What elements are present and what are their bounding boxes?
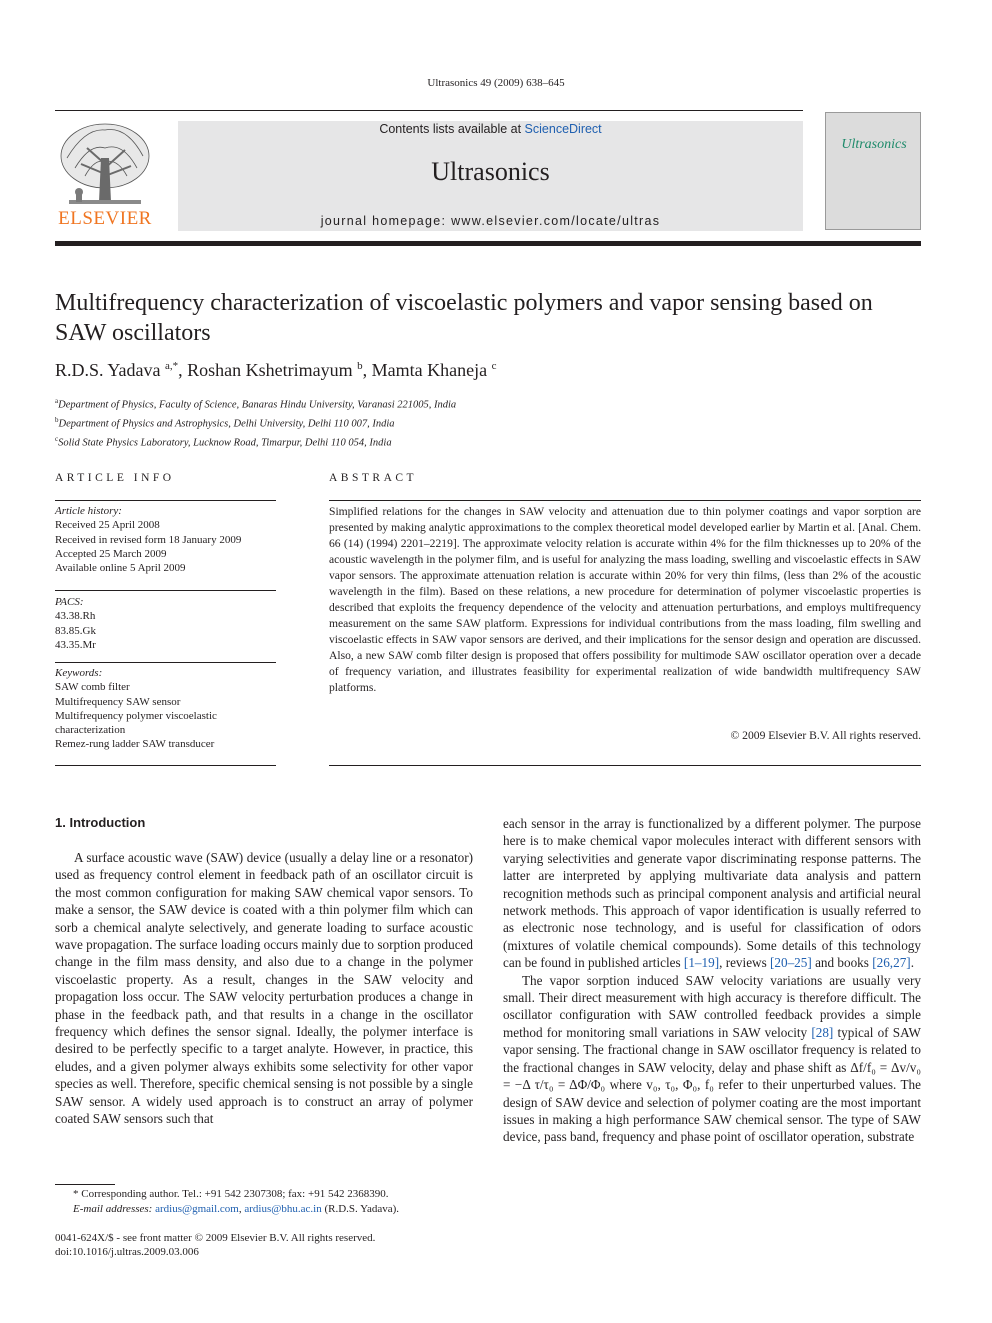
pacs-codes bbox=[55, 595, 276, 652]
equation: Δf/f₀ = Δv/v₀ = −Δ τ/τ₀ = ΔΦ/Φ₀ bbox=[503, 1059, 921, 1093]
article-history bbox=[55, 504, 276, 575]
history-item: Accepted 25 March 2009 bbox=[55, 547, 167, 560]
divider bbox=[329, 500, 921, 501]
paragraph: each sensor in the array is functionalized by a different polymer. The purpose here is to make chemical vapor molecules interact with different sensors with varying selectivities and generate vapor discriminating response patterns. The latter are interpreted by applying multivariate data analysis and pattern recognition methods such as principal component analysis and artificial neural network methods. This approach of vapor identification is usually referred to as electronic nose technology, and is useful for classification of odors (mixtures of volatile chemical compounds). Some details of this technology can be found in published articles [1–19], reviews [20–25] and books [26,27]. bbox=[503, 816, 921, 971]
divider bbox=[329, 765, 921, 766]
front-matter-info bbox=[55, 1231, 473, 1260]
author-affiliation-mark[interactable]: b bbox=[357, 360, 363, 372]
history-label: Article history: bbox=[55, 505, 122, 517]
publisher-name: ELSEVIER bbox=[58, 208, 152, 229]
keyword: SAW comb filter bbox=[55, 681, 130, 694]
journal-cover-thumbnail bbox=[825, 112, 921, 230]
divider bbox=[55, 765, 276, 766]
contents-line bbox=[178, 122, 803, 136]
footnotes bbox=[55, 1187, 473, 1216]
abstract-text: Simplified relations for the changes in SAW velocity and attenuation due to thin polymer coatings and vapor sorption are presented by making analytic approximations to the complex theoretical model developed earlier by Martin et al. [Anal. Chem. 66 (14) (1994) 2201–2219]. The approximate velocity relation is accurate within 4% for the film thicknesses up to 20% of the acoustic wavelength in the polymer film, and is useful for analyzing the mass loading, swelling and viscoelastic effects in SAW vapor sensors. The approximate attenuation relation is accurate within 20% for very thin films, (less than 2% of the acoustic wavelength in the film). Based on these relations, a new procedure for determination of polymer viscoelastic properties is described that exploits the frequency dependence of the velocity and attenuation perturbations, and employs multifrequency measurement on the same SAW platform. Expressions for individual contributions from the mass loading, film swelling and viscoelastic effects in SAW vapor sensors are derived, and their implications for the sensor design and operation are discussed. Also, a new SAW comb filter design is proposed that offers possibility for multimode SAW oscillator operation over a decade of frequency variation, and illustrates feasibility for experimental realization of wide bandwidth multifrequency SAW platforms. bbox=[329, 505, 921, 694]
abstract-heading: ABSTRACT bbox=[329, 472, 418, 484]
author-name: Mamta Khaneja bbox=[371, 360, 488, 380]
keywords-label: Keywords: bbox=[55, 667, 103, 679]
paragraph: The vapor sorption induced SAW velocity variations are usually very small. Their direct measurement with high accuracy is therefore difficult. The oscillator configuration with SAW controlled feedback provides a simple method for monitoring small variations in SAW velocity [28] typical of SAW vapor sensing. The fractional change in SAW oscillator frequency is related to the fractional changes in SAW velocity, delay and phase shift as Δf/f₀ = Δv/v₀ = −Δ τ/τ₀ = ΔΦ/Φ₀ where v₀, τ₀, Φ₀, f₀ refer to their unperturbed values. The design of SAW device and selection of polymer coating are the most important issues in making a high performance SAW chemical sensor. The type of SAW device, pass band, frequency and phase point of oscillator operation, substrate bbox=[503, 972, 922, 1145]
author-name: R.D.S. Yadava bbox=[55, 360, 161, 380]
affiliation: $^c$Solid State Physics Laboratory, Lucknow Road, Timarpur, Delhi 110 054, India bbox=[55, 435, 392, 449]
citation-link[interactable]: [20–25] bbox=[770, 955, 812, 971]
article-title: Multifrequency characterization of viscoelastic polymers and vapor sensing based on SAW oscillators bbox=[55, 290, 873, 346]
affiliations bbox=[55, 394, 921, 451]
affiliation: $^b$Department of Physics and Astrophysics, Delhi University, Delhi 110 007, India bbox=[55, 416, 395, 430]
journal-homepage[interactable]: journal homepage: www.elsevier.com/locate/ultras bbox=[320, 214, 661, 228]
issn-line: 0041-624X/$ - see front matter © 2009 Elsevier B.V. All rights reserved. bbox=[55, 1232, 376, 1244]
abstract-copyright: © 2009 Elsevier B.V. All rights reserved. bbox=[730, 729, 921, 742]
divider bbox=[55, 500, 276, 501]
body-column-left bbox=[55, 849, 473, 1128]
journal-banner bbox=[178, 121, 803, 231]
running-head: Ultrasonics 49 (2009) 638–645 bbox=[427, 77, 565, 89]
footnote-email: E-mail addresses: ardius@gmail.com, ardius@bhu.ac.in (R.D.S. Yadava). bbox=[73, 1202, 400, 1215]
affiliation: $^a$Department of Physics, Faculty of Science, Banaras Hindu University, Varanasi 221005, India bbox=[55, 397, 457, 411]
author-affiliation-mark[interactable]: c bbox=[491, 360, 497, 372]
pacs-code: 43.38.Rh bbox=[55, 610, 96, 623]
keywords bbox=[55, 666, 276, 752]
tree-icon bbox=[55, 118, 155, 208]
keyword: Multifrequency polymer viscoelastic characterization bbox=[55, 709, 217, 737]
sciencedirect-link[interactable]: ScienceDirect bbox=[524, 122, 602, 136]
article-info-heading: ARTICLE INFO bbox=[55, 472, 175, 484]
keyword: Remez-rung ladder SAW transducer bbox=[55, 738, 215, 751]
cover-title: Ultrasonics bbox=[841, 137, 907, 152]
journal-title: Ultrasonics bbox=[431, 157, 550, 186]
footnote-rule bbox=[55, 1184, 115, 1185]
citation-link[interactable]: [28] bbox=[811, 1024, 834, 1040]
top-rule bbox=[55, 110, 803, 111]
divider bbox=[55, 662, 276, 663]
divider bbox=[55, 590, 276, 591]
history-item: Available online 5 April 2009 bbox=[55, 562, 186, 575]
doi-line[interactable]: doi:10.1016/j.ultras.2009.03.006 bbox=[55, 1246, 199, 1259]
author-affiliation-mark[interactable]: a,* bbox=[165, 360, 179, 372]
citation-link[interactable]: [26,27] bbox=[872, 955, 911, 971]
history-item: Received 25 April 2008 bbox=[55, 519, 160, 532]
author-name: Roshan Kshetrimayum bbox=[187, 360, 353, 380]
body-column-right bbox=[503, 815, 921, 1146]
pacs-code: 83.85.Gk bbox=[55, 624, 96, 637]
citation-link[interactable]: [1–19] bbox=[683, 955, 720, 971]
email-link[interactable]: ardius@bhu.ac.in bbox=[244, 1202, 322, 1215]
author-list: R.D.S. Yadava $^{a,*}$, Roshan Kshetrimayum $^b$, Mamta Khaneja $^c$ bbox=[55, 360, 497, 380]
paragraph: A surface acoustic wave (SAW) device (usually a delay line or a resonator) used as frequency control element in feedback path of an oscillator circuit is the most common configuration for making SAW chemical vapor sensors. To make a sensor, the SAW device is coated with a thin polymer film which can sorb a chemical analyte selectively, and generate loading to surface acoustic wave propagation. The surface loading occurs mainly due to sorption produced change in the film mass density, and also due to a change in the polymer viscoelastic property. As a result, changes in the SAW velocity and propagation loss occur. The SAW velocity perturbation produces a change in phase in the feedback path, and that results in a change in the oscillator frequency which defines the sensor signal. Ideally, the polymer interface is desired to be perfectly specific to a target analyte. However, in practice, this eludes, and a given polymer always exhibits some selectivity for other vapor species as well. Therefore, specific chemical sensing is not possible by a single SAW sensor. A widely used approach is to construct an array of polymer coated SAW sensors such that bbox=[55, 850, 473, 1127]
footnote-corresponding: * Corresponding author. Tel.: +91 542 2307308; fax: +91 542 2368390. bbox=[73, 1188, 389, 1200]
keyword: Multifrequency SAW sensor bbox=[55, 695, 181, 708]
contents-prefix: Contents lists available at bbox=[379, 122, 525, 136]
pacs-label: PACS: bbox=[55, 596, 84, 608]
history-item: Received in revised form 18 January 2009 bbox=[55, 533, 242, 546]
header-thick-rule bbox=[55, 241, 921, 246]
pacs-code: 43.35.Mr bbox=[55, 638, 96, 651]
section-heading-introduction: 1. Introduction bbox=[55, 815, 146, 830]
email-link[interactable]: ardius@gmail.com bbox=[155, 1202, 239, 1215]
